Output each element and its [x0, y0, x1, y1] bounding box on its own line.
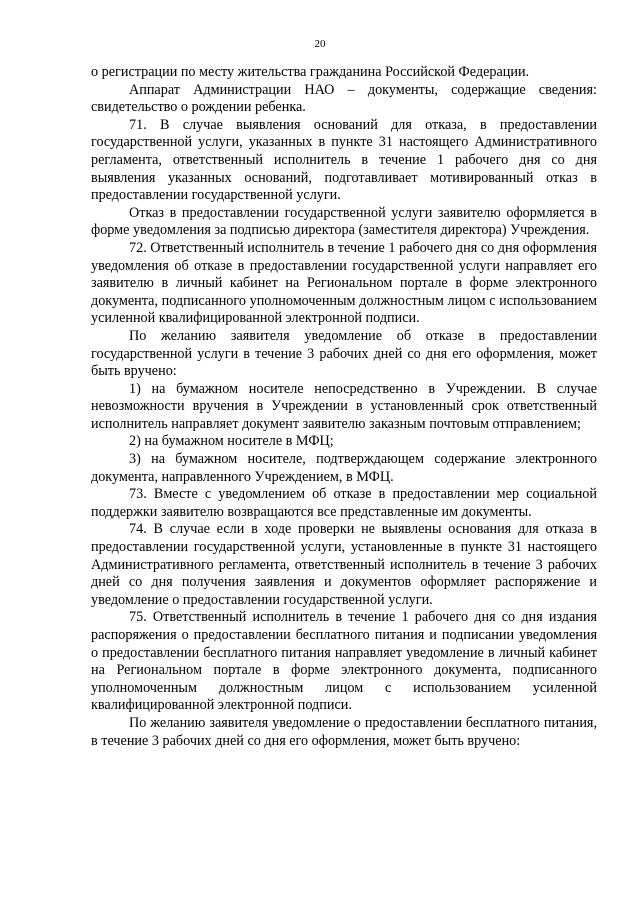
- paragraph-71: 71. В случае выявления оснований для отказа, в предоставлении государственной услуги, указанных в пункте 31 настоящего Административного регламента, ответственный исполнитель в течение 1 рабочего дня со дня выявления указанных оснований, подготавливает мотивированный отказ в предоставлении государственной услуги.: [91, 116, 597, 204]
- paragraph-refusal-delivery: По желанию заявителя уведомление об отказе в предоставлении государственной услуги в течение 3 рабочих дней со дня его оформления, может быть вручено:: [91, 327, 597, 380]
- paragraph-refusal-form: Отказ в предоставлении государственной услуги заявителю оформляется в форме уведомления за подписью директора (заместителя директора) Учреждения.: [91, 204, 597, 239]
- paragraph-apparat-documents: Аппарат Администрации НАО – документы, содержащие сведения: свидетельство о рождении ребенка.: [91, 81, 597, 116]
- paragraph-74: 74. В случае если в ходе проверки не выявлены основания для отказа в предоставлении государственной услуги, установленные в пункте 31 настоящего Административного регламента, ответственный исполнитель в течение 3 рабочих дней со дня получения заявления и документов оформляет распоряжение и уведомление о предоставлении государственной услуги.: [91, 521, 597, 608]
- document-body: [91, 64, 597, 750]
- list-item-3: 3) на бумажном носителе, подтверждающем содержание электронного документа, направленного Учреждением, в МФЦ.: [91, 451, 597, 485]
- paragraph-75: 75. Ответственный исполнитель в течение 1 рабочего дня со дня издания распоряжения о предоставлении бесплатного питания и подписании уведомления о предоставлении бесплатного питания направляет уведомление в личный кабинет на Региональном портале в форме электронного документа, подписанного уполномоченным должностным лицом с использованием усиленной квалифицированной электронной подписи.: [91, 609, 597, 714]
- list-item-2: 2) на бумажном носителе в МФЦ;: [129, 433, 334, 450]
- paragraph-continuation: о регистрации по месту жительства гражданина Российской Федерации.: [91, 64, 530, 80]
- paragraph-73: 73. Вместе с уведомлением об отказе в предоставлении мер социальной поддержки заявителю возвращаются все представленные им документы.: [91, 486, 597, 520]
- list-item-1: 1) на бумажном носителе непосредственно в Учреждении. В случае невозможности вручения в Учреждении в установленный срок ответственный исполнитель направляет документ заявителю заказным почтовым отправлением;: [91, 380, 597, 432]
- page-number: 20: [314, 38, 326, 50]
- paragraph-72: 72. Ответственный исполнитель в течение 1 рабочего дня со дня оформления уведомления об отказе в предоставлении государственной услуги направляет его заявителю в личный кабинет на Региональном портале в форме электронного документа, подписанного уполномоченным должностным лицом с использованием усиленной квалифицированной электронной подписи.: [91, 239, 597, 327]
- paragraph-provision-delivery: По желанию заявителя уведомление о предоставлении бесплатного питания, в течение 3 рабочих дней со дня его оформления, может быть вручено:: [91, 714, 597, 749]
